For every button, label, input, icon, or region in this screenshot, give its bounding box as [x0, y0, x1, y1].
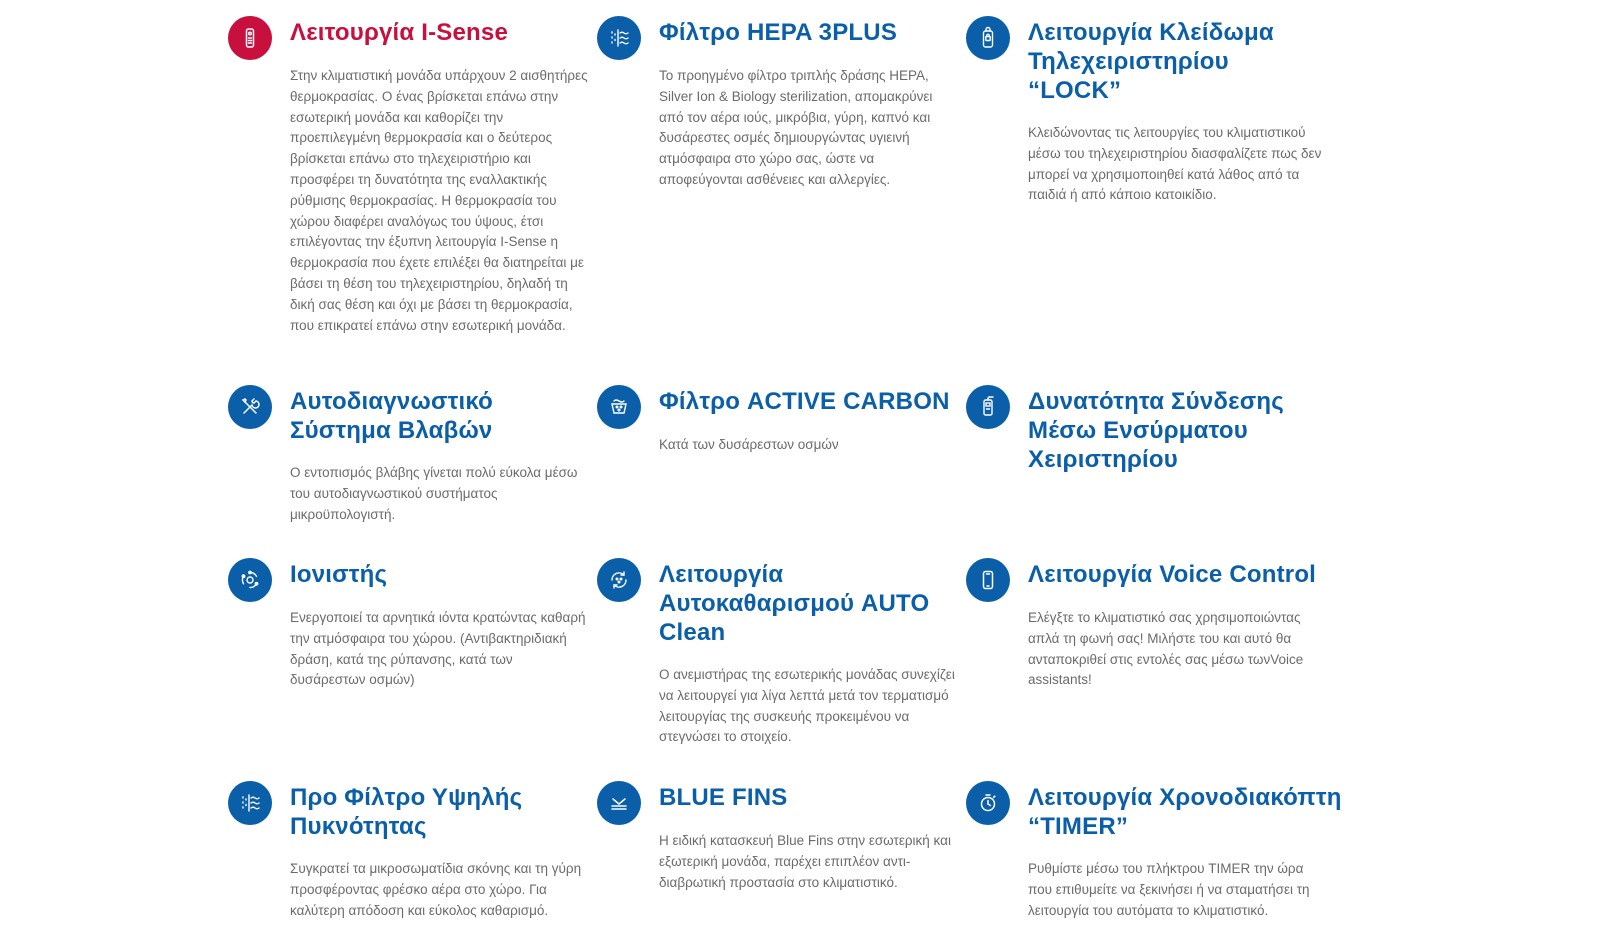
- phone-icon: [966, 558, 1010, 602]
- feature-title: Φίλτρο HEPA 3PLUS: [659, 19, 898, 46]
- wired-controller-icon: [966, 385, 1010, 429]
- filter-waves-icon: [597, 16, 641, 60]
- feature-title: Λειτουργία Αυτοκαθαρισμού AUTO Clean: [659, 561, 930, 646]
- feature-title: Δυνατότητα Σύνδεσης Μέσω Ενσύρματου Χειριστηρίου: [1028, 388, 1284, 473]
- feature-description: Το προηγμένο φίλτρο τριπλής δράσης HEPA, Silver Ion & Biology sterilization, απομακρύνει από τον αέρα ιούς, μικρόβια, γύρη, καπνό και δυσάρεστες οσμές δημιουργώντας υγιεινή ατμόσφαιρα στο χώρο σας, ώστε να αποφεύγονται ασθένειες και αλλεργίες.: [659, 68, 933, 187]
- feature-description: Στην κλιματιστική μονάδα υπάρχουν 2 αισθητήρες θερμοκρασίας. Ο ένας βρίσκεται επάνω στην εσωτερική μονάδα και καθορίζει την προεπιλεγμένη θερμοκρασία και ο δεύτερος βρίσκεται επάνω στο τηλεχειριστήριο και προσφέρει τη δυνατότητα της εναλλακτικής ρύθμισης θερμοκρασίας. Η θερμοκρασία του χώρου διαφέρει αναλόγως του ύψους, έτσι επιλέγοντας την έξυπνη λειτουργία I-Sense η θερμοκρασία που έχετε επιλέξει θα διατηρείται με βάσει τη θέση του τηλεχειριστηρίου, δηλαδή τη δική σας θέση και όχι με βάσει τη θερμοκρασία, που επικρατεί επάνω στην εσωτερική μονάδα.: [290, 68, 588, 333]
- remote-lock-icon: [966, 16, 1010, 60]
- feature-description: Κατά των δυσάρεστων οσμών: [659, 437, 839, 452]
- feature-description: Ελέγξτε το κλιματιστικό σας χρησιμοποιώντας απλά τη φωνή σας! Μιλήστε του και αυτό θα ανταποκριθεί στις εντολές σας μέσω τωνVoice assistants!: [1028, 610, 1304, 688]
- auto-clean-icon: [597, 558, 641, 602]
- feature-description: Συγκρατεί τα μικροσωματίδια σκόνης και τη γύρη προσφέροντας φρέσκο αέρα στο χώρο. Για καλύτερη απόδοση και εύκολος καθαρισμό.: [290, 861, 582, 918]
- prefilter-icon: [228, 781, 272, 825]
- feature-description: Κλειδώνοντας τις λειτουργίες του κλιματιστικού μέσω του τηλεχειριστηρίου διασφαλίζετε πως δεν μπορεί να χρησιμοποιηθεί κατά λάθος από τα παιδιά ή από κάποιο κατοικίδιο.: [1028, 125, 1322, 203]
- fins-icon: [597, 781, 641, 825]
- feature-description: Ο ανεμιστήρας της εσωτερικής μονάδας συνεχίζει να λειτουργεί για λίγα λεπτά μετά τον τερματισμό λειτουργίας της συσκευής προκειμένου να στεγνώσει το στοιχείο.: [659, 667, 955, 745]
- ionizer-icon: [228, 558, 272, 602]
- feature-description: Ρυθμίστε μέσω του πλήκτρου TIMER την ώρα που επιθυμείτε να ξεκινήσει ή να σταματήσει τη λειτουργία του αυτόματα το κλιματιστικό.: [1028, 861, 1310, 918]
- timer-icon: [966, 781, 1010, 825]
- tools-icon: [228, 385, 272, 429]
- feature-title: Ιονιστής: [290, 561, 388, 588]
- feature-title: Λειτουργία Κλείδωμα Τηλεχειριστηρίου “LOCK”: [1028, 19, 1274, 104]
- remote-control-icon: [228, 16, 272, 60]
- feature-description: Ο εντοπισμός βλάβης γίνεται πολύ εύκολα μέσω του αυτοδιαγνωστικού συστήματος μικροϋπολογιστή.: [290, 465, 578, 522]
- feature-description: Η ειδική κατασκευή Blue Fins στην εσωτερική και εξωτερική μονάδα, παρέχει επιπλέον αντι-διαβρωτική προστασία στο κλιματιστικό.: [659, 833, 951, 890]
- feature-title: BLUE FINS: [659, 784, 788, 811]
- feature-title: Φίλτρο ACTIVE CARBON: [659, 388, 950, 415]
- feature-title: Προ Φίλτρο Υψηλής Πυκνότητας: [290, 784, 523, 840]
- carbon-filter-icon: [597, 385, 641, 429]
- feature-title: Λειτουργία Voice Control: [1028, 561, 1317, 588]
- feature-title: Λειτουργία Χρονοδιακόπτη “TIMER”: [1028, 784, 1342, 840]
- feature-title: Λειτουργία I-Sense: [290, 19, 508, 46]
- feature-title: Αυτοδιαγνωστικό Σύστημα Βλαβών: [290, 388, 493, 444]
- feature-description: Ενεργοποιεί τα αρνητικά ιόντα κρατώντας καθαρή την ατμόσφαιρα του χώρου. (Αντιβακτηριδιακή δράση, κατά της ρύπανσης, κατά των δυσάρεστων οσμών): [290, 610, 586, 688]
